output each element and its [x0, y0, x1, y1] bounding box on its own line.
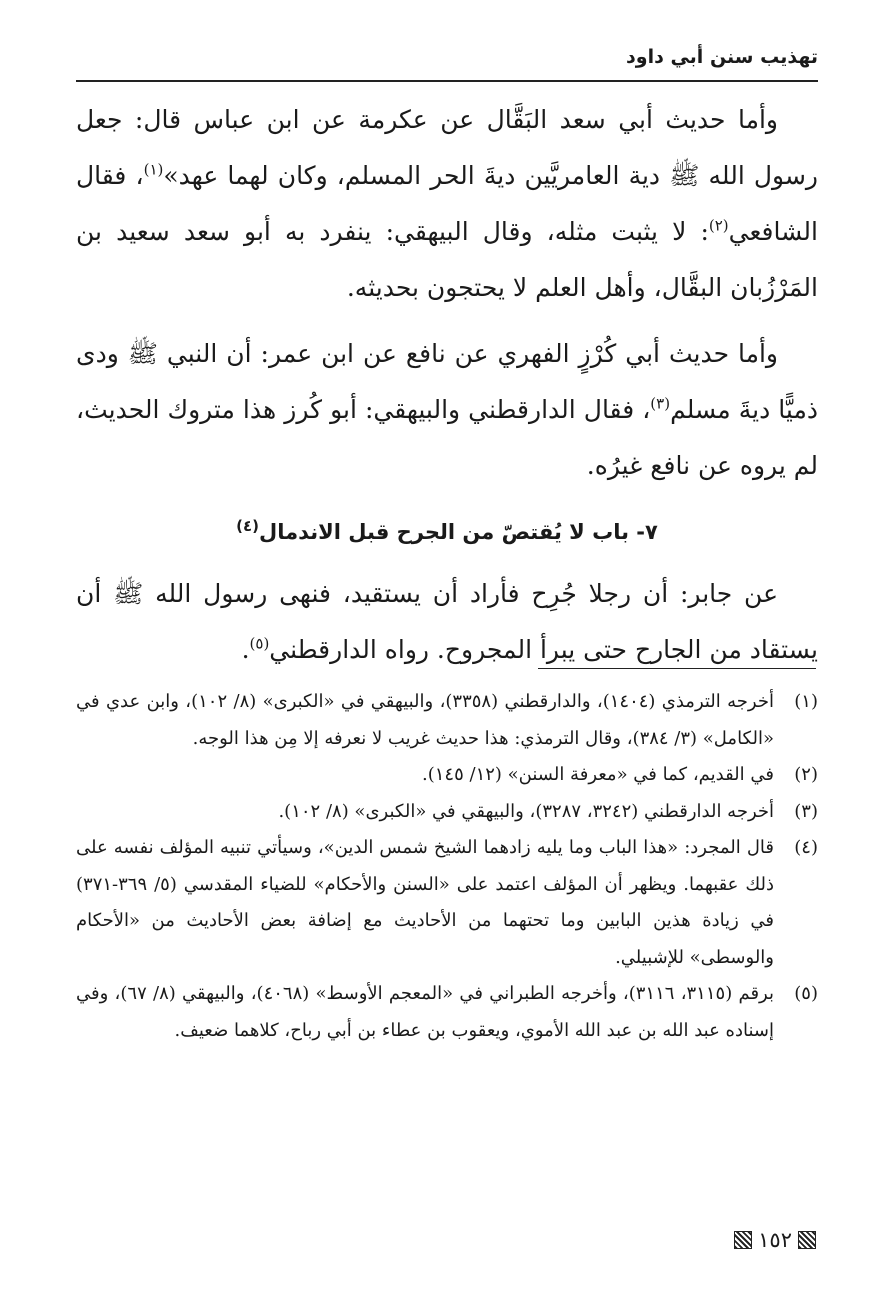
paragraph-2	[76, 326, 818, 494]
footnote-separator	[538, 668, 816, 669]
footnote-number: (٤)	[794, 837, 818, 858]
footnote-ref[interactable]: (١)	[143, 160, 164, 179]
chapter-title: ٧- باب لا يُقتصّ من الجرح قبل الاندمال	[259, 520, 658, 544]
footnote-number: (١)	[794, 691, 818, 712]
book-title: تهذيب سنن أبي داود	[626, 46, 818, 68]
footnote-text: قال المجرد: «هذا الباب وما يليه زادهما الشيخ شمس الدين»، وسيأتي تنبيه المؤلف نفسه على ذلك عقبهما. ويظهر أن المؤلف اعتمد على «السنن والأحكام» للضياء المقدسي (٥/ ٣٦٩-٣٧١) في زيادة هذين البابين وما تحتهما من الأحاديث مع إضافة بعض الأحاديث من «الأحكام والوسطى» للإشبيلي.	[76, 837, 774, 968]
ornament-icon	[734, 1231, 752, 1249]
footnote-number: (٣)	[794, 800, 818, 822]
running-header	[76, 40, 818, 82]
footnote-3	[76, 794, 818, 831]
footnote-text: برقم (٣١١٥، ٣١١٦)، وأخرجه الطبراني في «المعجم الأوسط» (٤٠٦٨)، والبيهقي (٨/ ٦٧)، وفي إسناده عبد الله بن عبد الله الأموي، ويعقوب بن عطاء بن أبي رباح، كلاهما ضعيف.	[76, 983, 774, 1041]
footnote-text: أخرجه الدارقطني (٣٢٤٢، ٣٢٨٧)، والبيهقي في «الكبرى» (٨/ ١٠٢).	[278, 800, 774, 822]
footnote-ref[interactable]: (٤)	[236, 517, 260, 535]
footnote-text: في القديم، كما في «معرفة السنن» (١٢/ ١٤٥).	[422, 764, 774, 785]
paragraph-1	[76, 92, 818, 316]
paragraph-text: ، فقال الدارقطني والبيهقي: أبو كُرز هذا متروك الحديث، لم يروه عن نافع غيرُه.	[76, 395, 818, 480]
paragraph-text: وأما حديث أبي سعد البَقَّال عن عكرمة عن ابن عباس قال: جعل رسول الله ﷺ دية العامريَّين ديةَ الحر المسلم، وكان لهما عهد»	[76, 105, 818, 190]
footnote-ref[interactable]: (٢)	[708, 216, 729, 235]
footnotes	[76, 684, 818, 1049]
paragraph-3	[76, 566, 818, 678]
footnote-ref[interactable]: (٥)	[249, 634, 270, 653]
footnote-number: (٢)	[794, 764, 818, 785]
chapter-heading	[76, 504, 818, 560]
paragraph-text: : لا يثبت مثله، وقال البيهقي: ينفرد به أبو سعد سعيد بن المَرْزُبان البقَّال، وأهل العلم لا يحتجون بحديثه.	[76, 217, 818, 302]
page-number-box	[734, 1228, 816, 1252]
paragraph-end: .	[241, 635, 250, 664]
footnote-text: أخرجه الترمذي (١٤٠٤)، والدارقطني (٣٣٥٨)، والبيهقي في «الكبرى» (٨/ ١٠٢)، وابن عدي في «الكامل» (٣/ ٣٨٤)، وقال الترمذي: هذا حديث غريب لا نعرفه إلا مِن هذا الوجه.	[76, 691, 774, 749]
paragraph-text: ، فقال الشافعي	[76, 161, 818, 246]
ornament-icon	[798, 1231, 816, 1249]
main-text	[76, 92, 818, 688]
footnote-4	[76, 830, 818, 976]
paragraph-text: عن جابر: أن رجلا جُرِح فأراد أن يستقيد، فنهى رسول الله ﷺ أن يستقاد من الجارح حتى يبرأ المجروح. رواه الدارقطني	[76, 579, 818, 664]
footnote-1	[76, 684, 818, 757]
page-number: ١٥٢	[758, 1228, 792, 1252]
paragraph-text: وأما حديث أبي كُرْزٍ الفهري عن نافع عن ابن عمر: أن النبي ﷺ ودى ذميًّا ديةَ مسلم	[76, 339, 818, 424]
footnote-2	[76, 757, 818, 794]
footnote-number: (٥)	[794, 983, 818, 1004]
footnote-5	[76, 976, 818, 1049]
footnote-ref[interactable]: (٣)	[650, 394, 671, 413]
